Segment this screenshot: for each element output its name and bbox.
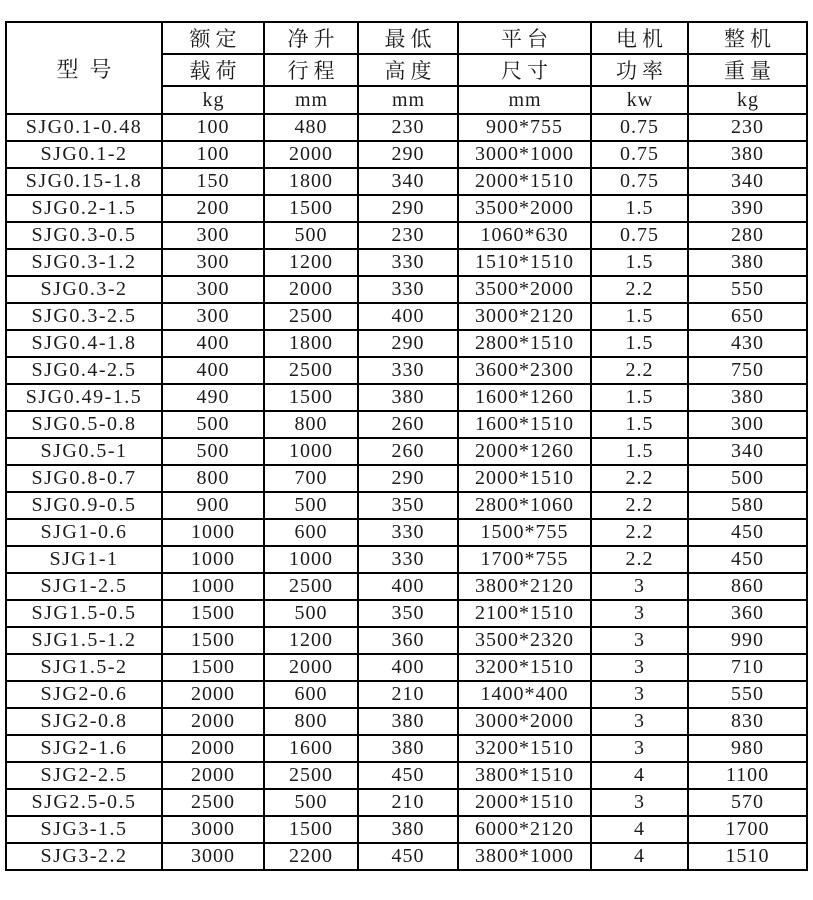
cell-min-height: 330	[358, 249, 458, 276]
table-row	[6, 222, 807, 249]
table-row	[6, 465, 807, 492]
cell-min-height: 340	[358, 168, 458, 195]
table-row	[6, 816, 807, 843]
table-row	[6, 762, 807, 789]
cell-total-weight: 830	[688, 708, 807, 735]
cell-lift-stroke: 2500	[264, 357, 358, 384]
cell-platform-size: 2000*1510	[458, 168, 591, 195]
cell-rated-load: 100	[162, 114, 264, 141]
cell-min-height: 350	[358, 492, 458, 519]
cell-platform-size: 1600*1260	[458, 384, 591, 411]
cell-model: SJG0.3-0.5	[6, 222, 162, 249]
cell-rated-load: 150	[162, 168, 264, 195]
cell-platform-size: 2000*1260	[458, 438, 591, 465]
cell-min-height: 450	[358, 843, 458, 870]
cell-platform-size: 3500*2000	[458, 276, 591, 303]
table-row	[6, 600, 807, 627]
cell-rated-load: 3000	[162, 843, 264, 870]
cell-platform-size: 3200*1510	[458, 654, 591, 681]
cell-platform-size: 2000*1510	[458, 789, 591, 816]
cell-model: SJG0.3-1.2	[6, 249, 162, 276]
cell-min-height: 210	[358, 789, 458, 816]
cell-rated-load: 300	[162, 303, 264, 330]
header-model: 型号	[6, 22, 162, 114]
cell-rated-load: 200	[162, 195, 264, 222]
cell-total-weight: 340	[688, 168, 807, 195]
cell-model: SJG0.1-2	[6, 141, 162, 168]
cell-rated-load: 300	[162, 222, 264, 249]
cell-rated-load: 3000	[162, 816, 264, 843]
cell-rated-load: 400	[162, 330, 264, 357]
cell-lift-stroke: 480	[264, 114, 358, 141]
cell-model: SJG0.8-0.7	[6, 465, 162, 492]
cell-rated-load: 900	[162, 492, 264, 519]
cell-motor-power: 1.5	[591, 303, 688, 330]
cell-total-weight: 500	[688, 465, 807, 492]
cell-min-height: 450	[358, 762, 458, 789]
cell-min-height: 400	[358, 573, 458, 600]
table-row	[6, 276, 807, 303]
cell-model: SJG0.2-1.5	[6, 195, 162, 222]
cell-platform-size: 3800*1510	[458, 762, 591, 789]
cell-platform-size: 1060*630	[458, 222, 591, 249]
cell-platform-size: 3800*2120	[458, 573, 591, 600]
cell-rated-load: 1000	[162, 573, 264, 600]
cell-lift-stroke: 1000	[264, 438, 358, 465]
table-header	[6, 22, 807, 114]
cell-platform-size: 2800*1510	[458, 330, 591, 357]
cell-model: SJG0.5-1	[6, 438, 162, 465]
header-rated-load-line2: 载荷	[162, 54, 264, 86]
cell-model: SJG0.5-0.8	[6, 411, 162, 438]
table-row	[6, 492, 807, 519]
cell-min-height: 290	[358, 195, 458, 222]
cell-model: SJG0.3-2	[6, 276, 162, 303]
cell-total-weight: 450	[688, 519, 807, 546]
cell-platform-size: 3000*1000	[458, 141, 591, 168]
cell-min-height: 230	[358, 222, 458, 249]
cell-min-height: 330	[358, 357, 458, 384]
cell-lift-stroke: 2000	[264, 276, 358, 303]
cell-motor-power: 2.2	[591, 546, 688, 573]
cell-platform-size: 3000*2120	[458, 303, 591, 330]
cell-min-height: 260	[358, 411, 458, 438]
table-row	[6, 546, 807, 573]
table-row	[6, 411, 807, 438]
table-row	[6, 168, 807, 195]
cell-rated-load: 300	[162, 249, 264, 276]
cell-lift-stroke: 500	[264, 789, 358, 816]
table-row	[6, 303, 807, 330]
cell-total-weight: 230	[688, 114, 807, 141]
cell-total-weight: 550	[688, 276, 807, 303]
header-motor-power-unit: kw	[591, 86, 688, 114]
cell-platform-size: 1510*1510	[458, 249, 591, 276]
cell-model: SJG2-2.5	[6, 762, 162, 789]
cell-lift-stroke: 2200	[264, 843, 358, 870]
cell-motor-power: 3	[591, 789, 688, 816]
cell-lift-stroke: 800	[264, 411, 358, 438]
cell-model: SJG1.5-0.5	[6, 600, 162, 627]
header-lift-stroke-line2: 行程	[264, 54, 358, 86]
cell-motor-power: 3	[591, 600, 688, 627]
cell-min-height: 330	[358, 546, 458, 573]
cell-min-height: 230	[358, 114, 458, 141]
cell-motor-power: 0.75	[591, 168, 688, 195]
cell-motor-power: 1.5	[591, 330, 688, 357]
table-row	[6, 654, 807, 681]
cell-model: SJG1-0.6	[6, 519, 162, 546]
header-total-weight-line1: 整机	[688, 22, 807, 54]
cell-motor-power: 3	[591, 627, 688, 654]
cell-model: SJG1.5-1.2	[6, 627, 162, 654]
cell-total-weight: 1100	[688, 762, 807, 789]
cell-lift-stroke: 2000	[264, 654, 358, 681]
cell-platform-size: 3500*2320	[458, 627, 591, 654]
cell-lift-stroke: 2000	[264, 141, 358, 168]
cell-lift-stroke: 1500	[264, 816, 358, 843]
table-row	[6, 384, 807, 411]
cell-lift-stroke: 2500	[264, 762, 358, 789]
table-body	[6, 114, 807, 870]
cell-min-height: 260	[358, 438, 458, 465]
cell-motor-power: 0.75	[591, 114, 688, 141]
table-row	[6, 141, 807, 168]
cell-min-height: 210	[358, 681, 458, 708]
cell-rated-load: 2000	[162, 681, 264, 708]
cell-motor-power: 3	[591, 735, 688, 762]
cell-model: SJG0.4-2.5	[6, 357, 162, 384]
cell-min-height: 360	[358, 627, 458, 654]
table-row	[6, 249, 807, 276]
table-row	[6, 330, 807, 357]
cell-min-height: 380	[358, 735, 458, 762]
cell-min-height: 380	[358, 708, 458, 735]
cell-motor-power: 0.75	[591, 141, 688, 168]
cell-motor-power: 2.2	[591, 465, 688, 492]
cell-motor-power: 1.5	[591, 249, 688, 276]
cell-rated-load: 1500	[162, 627, 264, 654]
cell-rated-load: 500	[162, 438, 264, 465]
table-row	[6, 195, 807, 222]
cell-motor-power: 3	[591, 708, 688, 735]
cell-platform-size: 3200*1510	[458, 735, 591, 762]
cell-total-weight: 650	[688, 303, 807, 330]
cell-model: SJG0.4-1.8	[6, 330, 162, 357]
cell-motor-power: 4	[591, 843, 688, 870]
cell-min-height: 290	[358, 330, 458, 357]
cell-rated-load: 1000	[162, 519, 264, 546]
cell-lift-stroke: 600	[264, 681, 358, 708]
table-row	[6, 573, 807, 600]
cell-lift-stroke: 800	[264, 708, 358, 735]
cell-total-weight: 450	[688, 546, 807, 573]
cell-total-weight: 570	[688, 789, 807, 816]
cell-rated-load: 2000	[162, 762, 264, 789]
cell-platform-size: 6000*2120	[458, 816, 591, 843]
table-row	[6, 681, 807, 708]
cell-motor-power: 1.5	[591, 384, 688, 411]
cell-lift-stroke: 1500	[264, 195, 358, 222]
cell-platform-size: 2800*1060	[458, 492, 591, 519]
table-row	[6, 357, 807, 384]
cell-rated-load: 2000	[162, 708, 264, 735]
header-min-height-line1: 最低	[358, 22, 458, 54]
cell-model: SJG1-2.5	[6, 573, 162, 600]
cell-lift-stroke: 700	[264, 465, 358, 492]
table-row	[6, 735, 807, 762]
cell-motor-power: 3	[591, 573, 688, 600]
cell-rated-load: 400	[162, 357, 264, 384]
header-rated-load-line1: 额定	[162, 22, 264, 54]
cell-lift-stroke: 500	[264, 600, 358, 627]
cell-lift-stroke: 2500	[264, 573, 358, 600]
cell-total-weight: 1510	[688, 843, 807, 870]
cell-lift-stroke: 1600	[264, 735, 358, 762]
cell-model: SJG2-0.8	[6, 708, 162, 735]
cell-motor-power: 3	[591, 654, 688, 681]
cell-motor-power: 3	[591, 681, 688, 708]
cell-total-weight: 390	[688, 195, 807, 222]
cell-total-weight: 980	[688, 735, 807, 762]
cell-total-weight: 380	[688, 141, 807, 168]
cell-min-height: 290	[358, 465, 458, 492]
cell-total-weight: 360	[688, 600, 807, 627]
cell-total-weight: 280	[688, 222, 807, 249]
cell-total-weight: 750	[688, 357, 807, 384]
cell-motor-power: 1.5	[591, 411, 688, 438]
cell-total-weight: 580	[688, 492, 807, 519]
cell-rated-load: 1000	[162, 546, 264, 573]
cell-model: SJG1.5-2	[6, 654, 162, 681]
cell-platform-size: 1600*1510	[458, 411, 591, 438]
cell-platform-size: 3000*2000	[458, 708, 591, 735]
cell-platform-size: 3600*2300	[458, 357, 591, 384]
cell-lift-stroke: 2500	[264, 303, 358, 330]
cell-min-height: 330	[358, 519, 458, 546]
spec-table	[5, 21, 808, 871]
cell-motor-power: 4	[591, 816, 688, 843]
table-row	[6, 114, 807, 141]
cell-lift-stroke: 500	[264, 222, 358, 249]
header-lift-stroke-unit: mm	[264, 86, 358, 114]
cell-motor-power: 2.2	[591, 276, 688, 303]
cell-motor-power: 2.2	[591, 357, 688, 384]
cell-platform-size: 2000*1510	[458, 465, 591, 492]
table-row	[6, 708, 807, 735]
table-row	[6, 789, 807, 816]
cell-platform-size: 3800*1000	[458, 843, 591, 870]
cell-total-weight: 860	[688, 573, 807, 600]
cell-platform-size: 1700*755	[458, 546, 591, 573]
cell-total-weight: 710	[688, 654, 807, 681]
cell-total-weight: 380	[688, 249, 807, 276]
cell-rated-load: 2500	[162, 789, 264, 816]
cell-lift-stroke: 1800	[264, 168, 358, 195]
cell-motor-power: 4	[591, 762, 688, 789]
cell-total-weight: 1700	[688, 816, 807, 843]
cell-min-height: 380	[358, 384, 458, 411]
cell-model: SJG2-0.6	[6, 681, 162, 708]
cell-rated-load: 800	[162, 465, 264, 492]
cell-platform-size: 1500*755	[458, 519, 591, 546]
cell-total-weight: 300	[688, 411, 807, 438]
cell-platform-size: 2100*1510	[458, 600, 591, 627]
cell-motor-power: 2.2	[591, 492, 688, 519]
cell-platform-size: 900*755	[458, 114, 591, 141]
cell-model: SJG0.1-0.48	[6, 114, 162, 141]
cell-min-height: 380	[358, 816, 458, 843]
cell-model: SJG1-1	[6, 546, 162, 573]
header-row-1	[6, 22, 807, 54]
cell-platform-size: 3500*2000	[458, 195, 591, 222]
cell-total-weight: 380	[688, 384, 807, 411]
cell-min-height: 290	[358, 141, 458, 168]
cell-motor-power: 2.2	[591, 519, 688, 546]
cell-motor-power: 0.75	[591, 222, 688, 249]
table-row	[6, 843, 807, 870]
header-min-height-unit: mm	[358, 86, 458, 114]
cell-rated-load: 1500	[162, 654, 264, 681]
cell-platform-size: 1400*400	[458, 681, 591, 708]
cell-lift-stroke: 1200	[264, 249, 358, 276]
cell-lift-stroke: 600	[264, 519, 358, 546]
header-lift-stroke-line1: 净升	[264, 22, 358, 54]
header-rated-load-unit: kg	[162, 86, 264, 114]
cell-model: SJG2.5-0.5	[6, 789, 162, 816]
header-motor-power-line2: 功率	[591, 54, 688, 86]
cell-rated-load: 490	[162, 384, 264, 411]
cell-min-height: 350	[358, 600, 458, 627]
table-row	[6, 519, 807, 546]
cell-total-weight: 340	[688, 438, 807, 465]
cell-lift-stroke: 1500	[264, 384, 358, 411]
cell-rated-load: 500	[162, 411, 264, 438]
table-row	[6, 627, 807, 654]
cell-lift-stroke: 1000	[264, 546, 358, 573]
header-platform-size-unit: mm	[458, 86, 591, 114]
cell-rated-load: 300	[162, 276, 264, 303]
cell-rated-load: 2000	[162, 735, 264, 762]
cell-model: SJG0.15-1.8	[6, 168, 162, 195]
header-total-weight-unit: kg	[688, 86, 807, 114]
cell-motor-power: 1.5	[591, 438, 688, 465]
header-platform-size-line1: 平台	[458, 22, 591, 54]
cell-model: SJG0.9-0.5	[6, 492, 162, 519]
cell-motor-power: 1.5	[591, 195, 688, 222]
cell-min-height: 400	[358, 303, 458, 330]
cell-total-weight: 990	[688, 627, 807, 654]
cell-total-weight: 430	[688, 330, 807, 357]
cell-model: SJG3-1.5	[6, 816, 162, 843]
cell-rated-load: 100	[162, 141, 264, 168]
header-min-height-line2: 高度	[358, 54, 458, 86]
header-total-weight-line2: 重量	[688, 54, 807, 86]
cell-model: SJG0.49-1.5	[6, 384, 162, 411]
cell-min-height: 330	[358, 276, 458, 303]
cell-lift-stroke: 1800	[264, 330, 358, 357]
cell-model: SJG0.3-2.5	[6, 303, 162, 330]
table-row	[6, 438, 807, 465]
cell-min-height: 400	[358, 654, 458, 681]
cell-model: SJG2-1.6	[6, 735, 162, 762]
cell-lift-stroke: 1200	[264, 627, 358, 654]
header-platform-size-line2: 尺寸	[458, 54, 591, 86]
cell-total-weight: 550	[688, 681, 807, 708]
cell-lift-stroke: 500	[264, 492, 358, 519]
cell-rated-load: 1500	[162, 600, 264, 627]
cell-model: SJG3-2.2	[6, 843, 162, 870]
header-motor-power-line1: 电机	[591, 22, 688, 54]
